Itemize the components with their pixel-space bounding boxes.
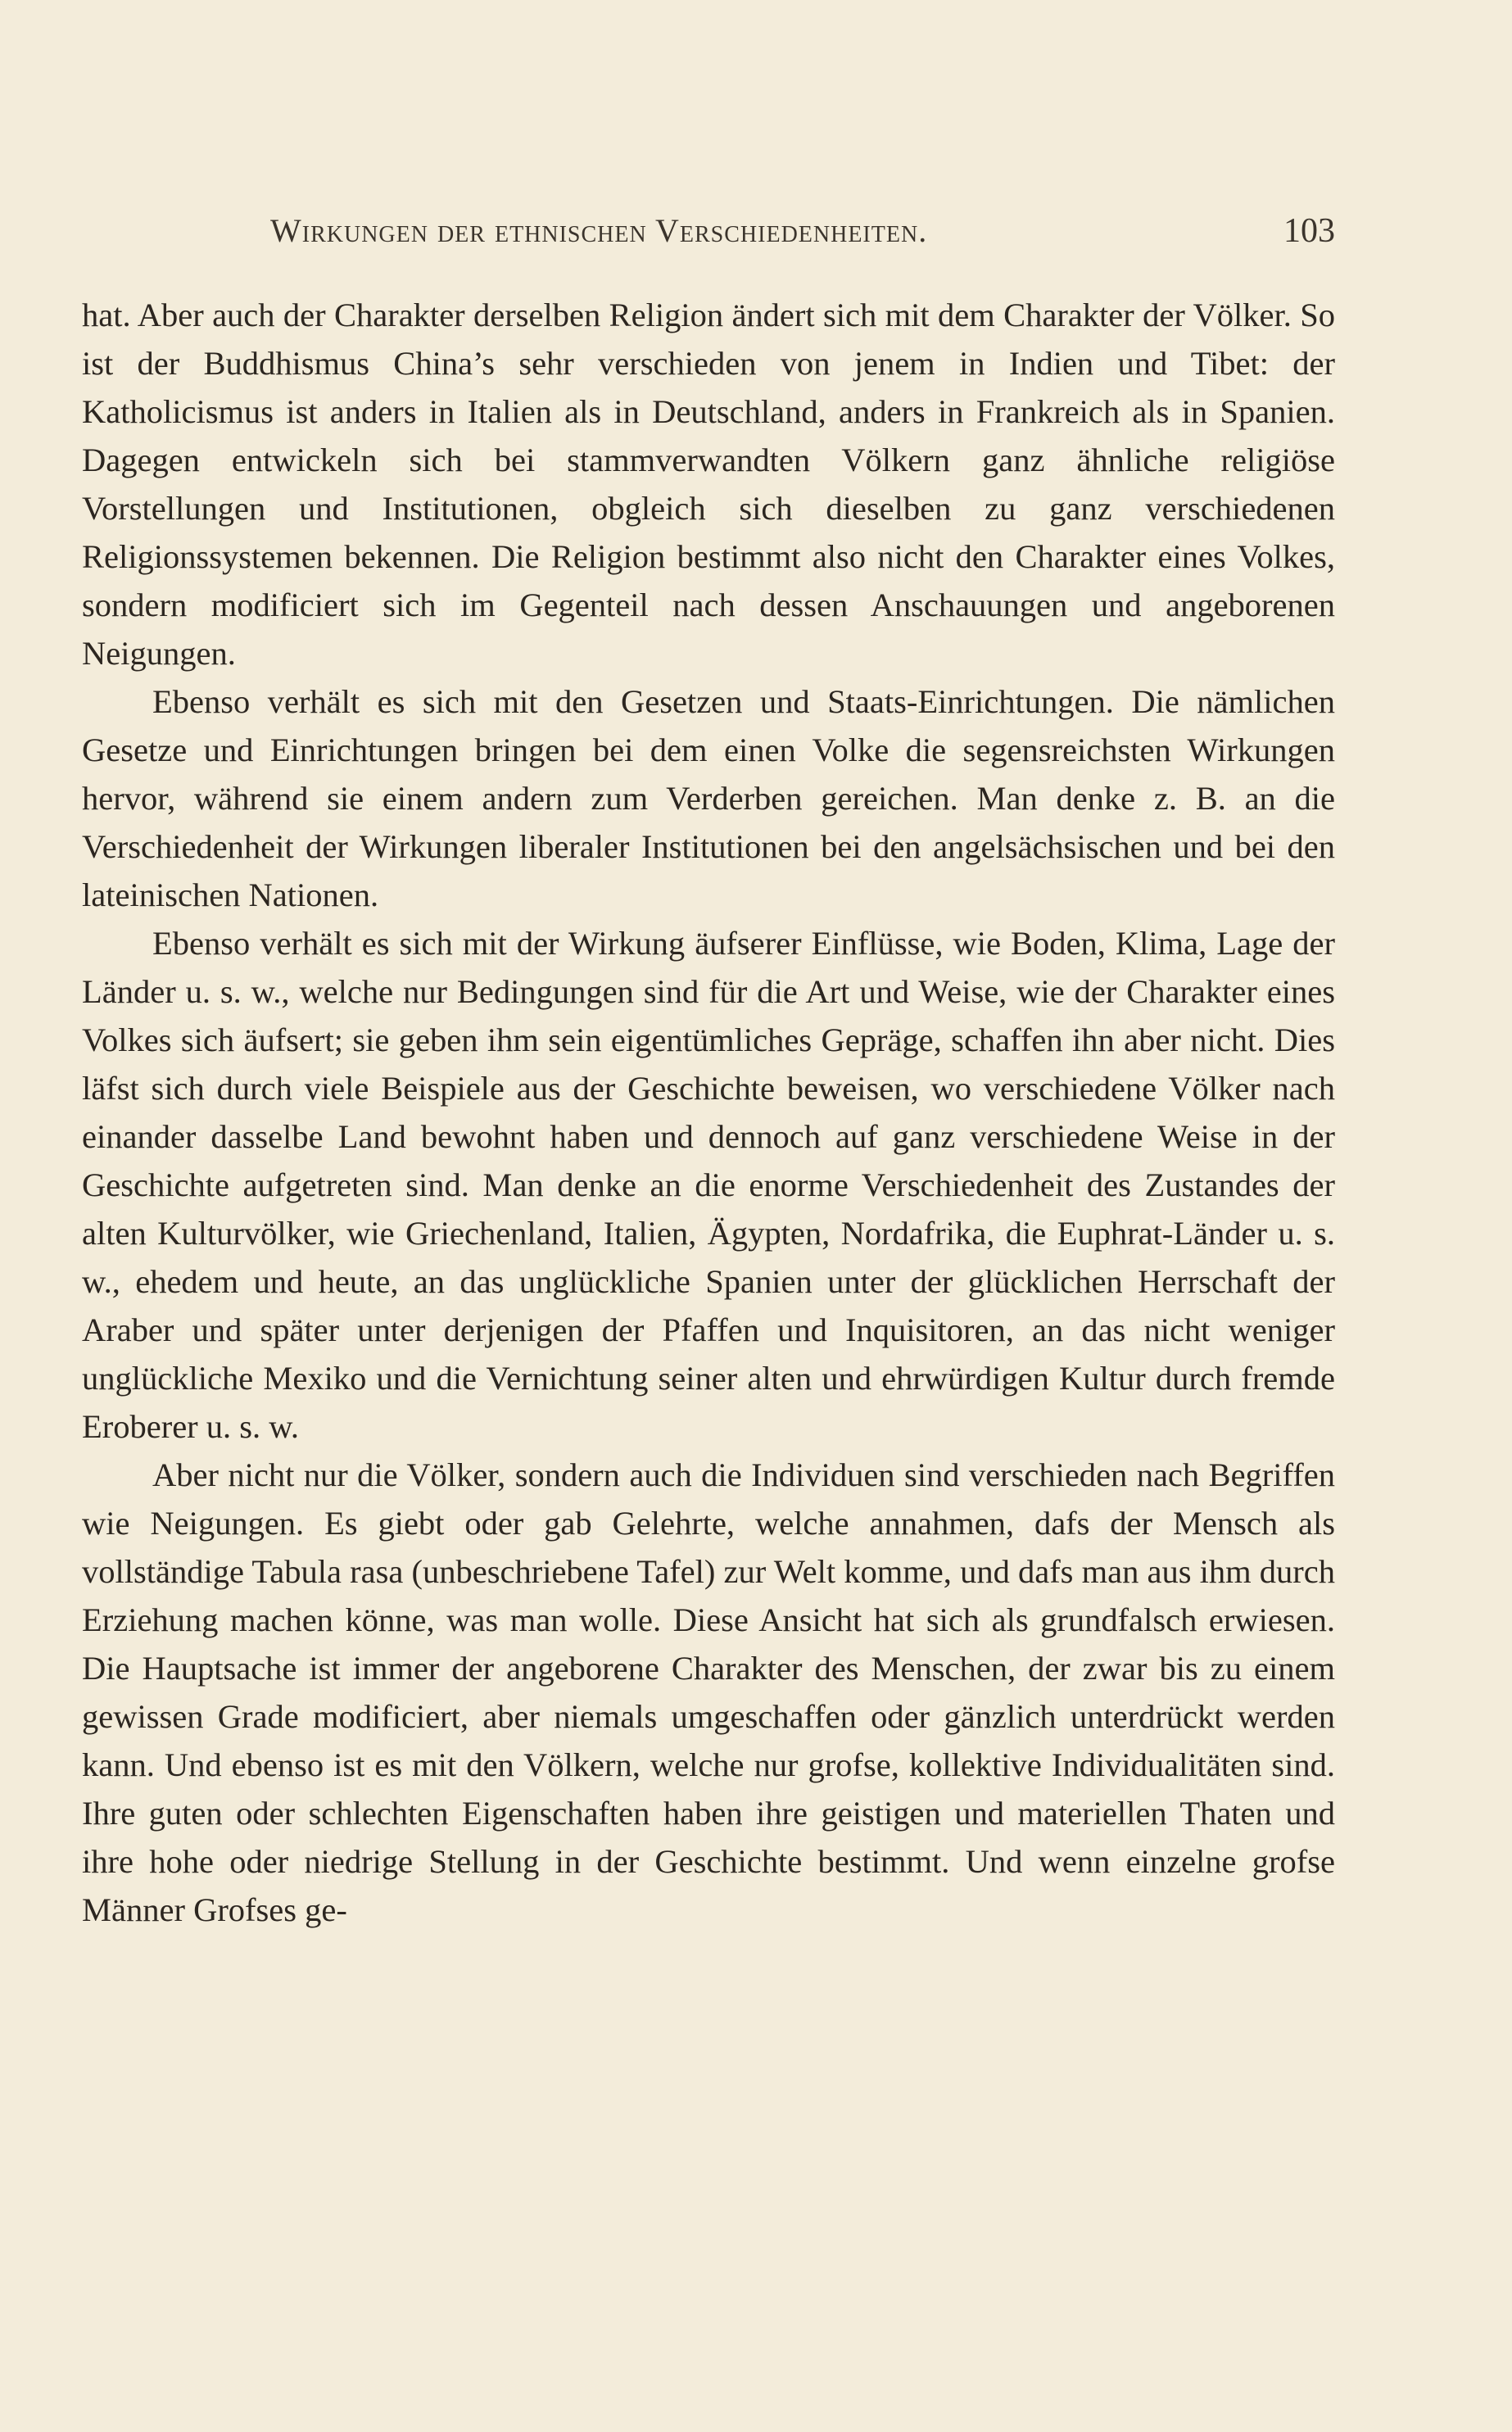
paragraph-continuation: hat. Aber auch der Charakter derselben Religion ändert sich mit dem Charakter der Völker. So ist der Buddhismus China’s sehr verschieden von jenem in Indien und Tibet: der Katholicismus ist anders in Italien als in Deutschland, anders in Frankreich als in Spanien. Dagegen entwickeln sich bei stammverwandten Völkern ganz ähnliche religiöse Vorstellungen und Institutionen, obgleich sich dieselben zu ganz verschiedenen Religionssystemen bekennen. Die Religion bestimmt also nicht den Charakter eines Volkes, sondern modificiert sich im Gegenteil nach dessen Anschauungen und angeborenen Neigungen. xyxy=(82,297,1335,672)
body-text xyxy=(82,291,1335,1934)
running-title: Wirkungen der ethnischen Verschiedenheiten. xyxy=(270,212,928,249)
paragraph-individuals: Aber nicht nur die Völker, sondern auch die Individuen sind verschieden nach Begriffen wie Neigungen. Es giebt oder gab Gelehrte, welche annahmen, dafs der Mensch als vollständige Tabula rasa (unbeschriebene Tafel) zur Welt komme, und dafs man aus ihm durch Erziehung machen könne, was man wolle. Diese Ansicht hat sich als grundfalsch erwiesen. Die Hauptsache ist immer der angeborene Charakter des Menschen, der zwar bis zu einem gewissen Grade modificiert, aber niemals umgeschaffen oder gänzlich unterdrückt werden kann. Und ebenso ist es mit den Völkern, welche nur grofse, kollektive Individualitäten sind. Ihre guten oder schlechten Eigenschaften haben ihre geistigen und materiellen Thaten und ihre hohe oder niedrige Stellung in der Geschichte bestimmt. Und wenn einzelne grofse Männer Grofses ge- xyxy=(82,1456,1335,1928)
page-header xyxy=(270,211,1335,260)
page-number: 103 xyxy=(1283,212,1335,250)
paragraph-laws: Ebenso verhält es sich mit den Gesetzen und Staats-Einrichtungen. Die nämlichen Gesetze und Einrichtungen bringen bei dem einen Volke die segensreichsten Wirkungen hervor, während sie einem andern zum Verderben gereichen. Man denke z. B. an die Verschiedenheit der Wirkungen liberaler Institutionen bei den angelsächsischen und bei den lateinischen Nationen. xyxy=(82,683,1335,913)
paragraph-external-influences: Ebenso verhält es sich mit der Wirkung äufserer Einflüsse, wie Boden, Klima, Lage der Länder u. s. w., welche nur Bedingungen sind für die Art und Weise, wie der Charakter eines Volkes sich äufsert; sie geben ihm sein eigentümliches Gepräge, schaffen ihn aber nicht. Dies läfst sich durch viele Beispiele aus der Geschichte beweisen, wo verschiedene Völker nach einander dasselbe Land bewohnt haben und dennoch auf ganz verschiedene Weise in der Geschichte aufgetreten sind. Man denke an die enorme Verschiedenheit des Zustandes der alten Kulturvölker, wie Griechenland, Italien, Ägypten, Nordafrika, die Euphrat-Länder u. s. w., ehedem und heute, an das unglückliche Spanien unter der glücklichen Herrschaft der Araber und später unter derjenigen der Pfaffen und Inquisitoren, an das nicht weniger unglückliche Mexiko und die Vernichtung seiner alten und ehrwürdigen Kultur durch fremde Eroberer u. s. w. xyxy=(82,925,1335,1445)
